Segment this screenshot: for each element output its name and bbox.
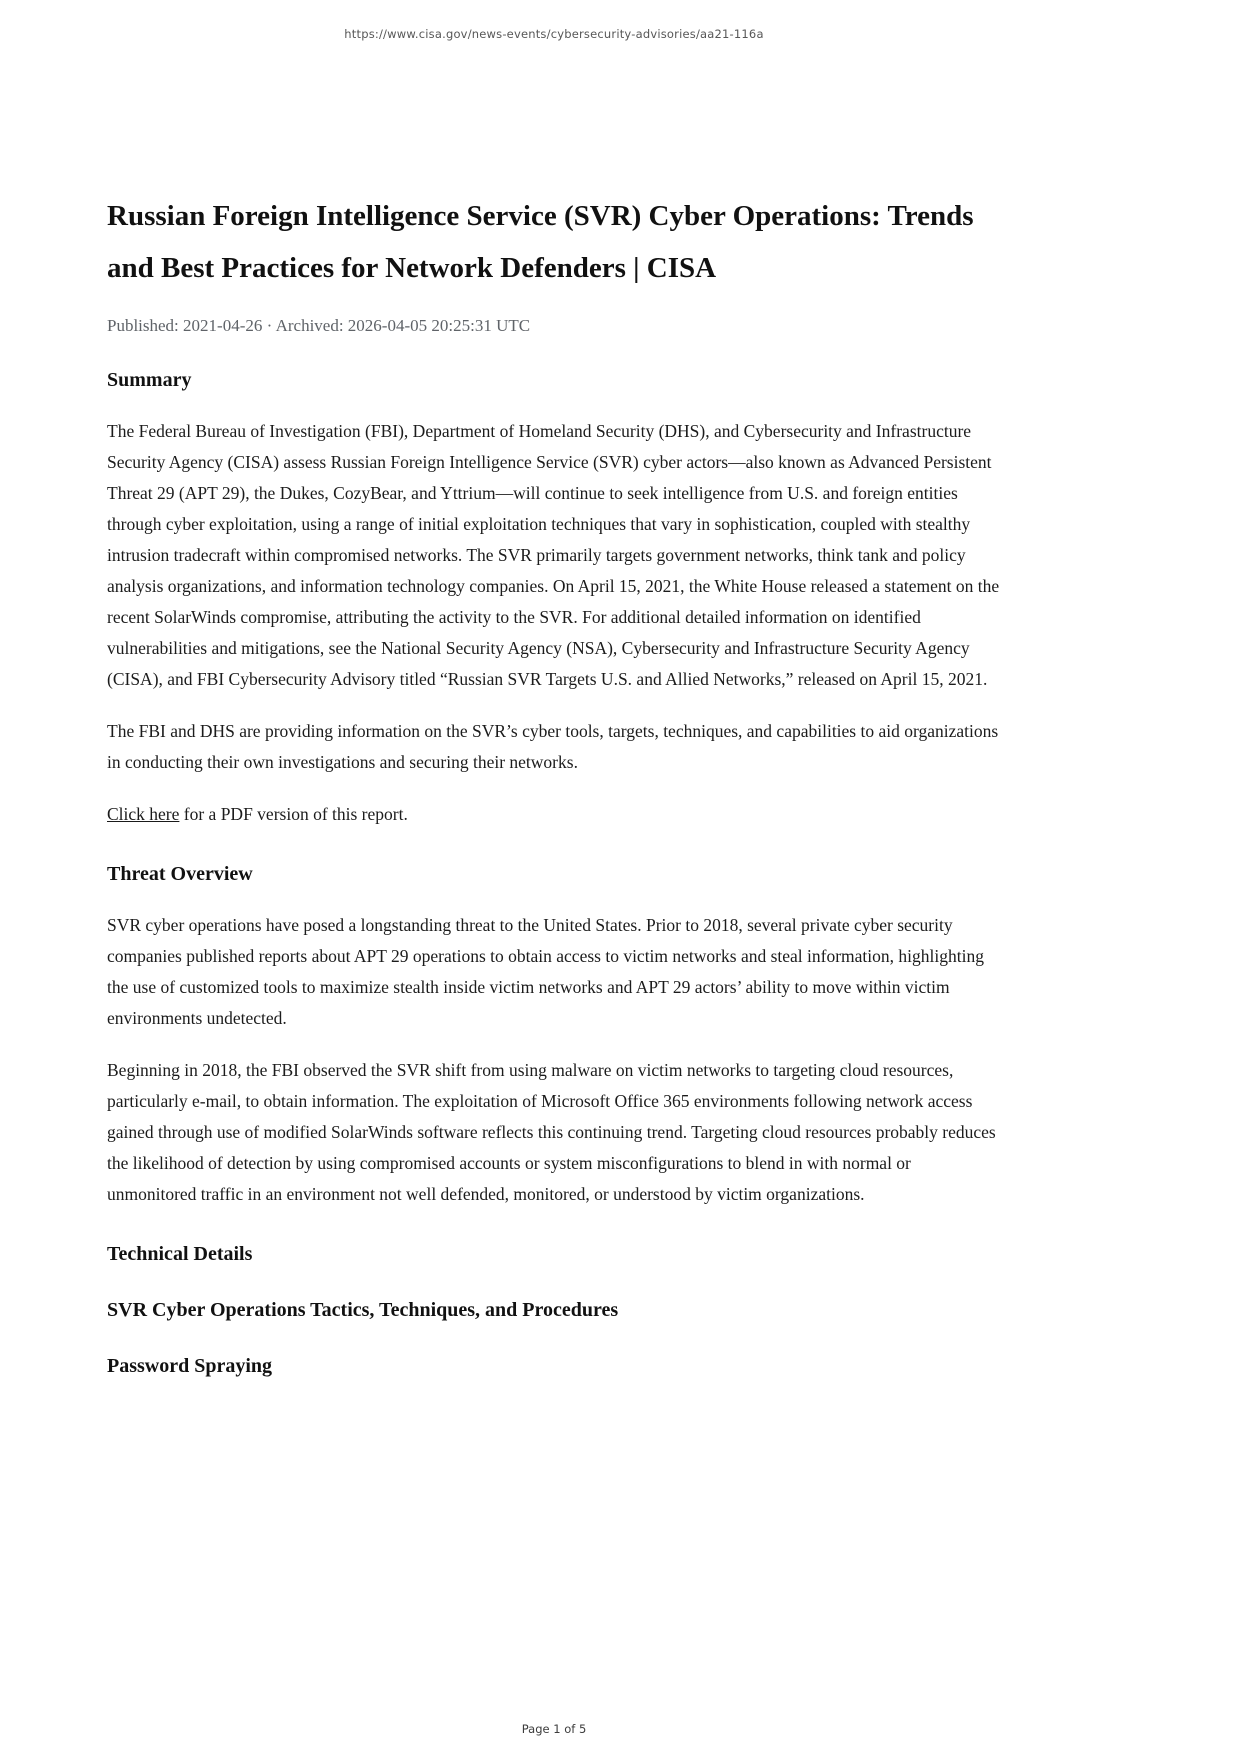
section-heading-threat-overview: Threat Overview xyxy=(107,863,253,885)
summary-paragraph-2: The FBI and DHS are providing information on the SVR’s cyber tools, targets, techniques, and capabilities to aid organizations in conducting their own investigations and securing their networks. xyxy=(107,721,999,772)
pdf-version-line xyxy=(107,799,1001,830)
threat-overview-paragraph-2: Beginning in 2018, the FBI observed the SVR shift from using malware on victim networks to targeting cloud resources, particularly e-mail, to obtain information. The exploitation of Microsoft Office 365 environments following network access gained through use of modified SolarWinds software reflects this continuing trend. Targeting cloud resources probably reduces the likelihood of detection by using compromised accounts or system misconfigurations to blend in with normal or unmonitored traffic in an environment not well defended, monitored, or understood by victim organizations. xyxy=(107,1060,996,1204)
summary-paragraph-1: The Federal Bureau of Investigation (FBI), Department of Homeland Security (DHS), and Cybersecurity and Infrastructure Security Agency (CISA) assess Russian Foreign Intelligence Service (SVR) cyber actors—also known as Advanced Persistent Threat 29 (APT 29), the Dukes, CozyBear, and Yttrium—will continue to seek intelligence from U.S. and foreign entities through cyber exploitation, using a range of initial exploitation techniques that vary in sophistication, coupled with stealthy intrusion tradecraft within compromised networks. The SVR primarily targets government networks, think tank and policy analysis organizations, and information technology companies. On April 15, 2021, the White House released a statement on the recent SolarWinds compromise, attributing the activity to the SVR. For additional detailed information on identified vulnerabilities and mitigations, see the National Security Agency (NSA), Cybersecurity and Infrastructure Security Agency (CISA), and FBI Cybersecurity Advisory titled “Russian SVR Targets U.S. and Allied Networks,” released on April 15, 2021. xyxy=(107,421,1000,689)
pdf-version-link[interactable]: Click here xyxy=(107,804,180,824)
section-heading-password-spraying: Password Spraying xyxy=(107,1355,273,1377)
page-url: https://www.cisa.gov/news-events/cybersecurity-advisories/aa21-116a xyxy=(344,27,764,41)
pdf-version-text: for a PDF version of this report. xyxy=(179,804,408,824)
meta-line: Published: 2021-04-26 · Archived: 2026-04-05 20:25:31 UTC xyxy=(107,316,531,335)
document-title: Russian Foreign Intelligence Service (SVR) Cyber Operations: Trends and Best Practices for Network Defenders | CISA xyxy=(107,200,974,284)
threat-overview-paragraph-1: SVR cyber operations have posed a longstanding threat to the United States. Prior to 2018, several private cyber security companies published reports about APT 29 operations to obtain access to victim networks and steal information, highlighting the use of customized tools to maximize stealth inside victim networks and APT 29 actors’ ability to move within victim environments undetected. xyxy=(107,915,984,1028)
section-heading-summary: Summary xyxy=(107,369,192,391)
document-content xyxy=(107,0,1001,1402)
section-heading-svr-tactics: SVR Cyber Operations Tactics, Techniques, and Procedures xyxy=(107,1299,619,1321)
section-heading-technical-details: Technical Details xyxy=(107,1243,253,1265)
page-number: Page 1 of 5 xyxy=(521,1722,587,1736)
